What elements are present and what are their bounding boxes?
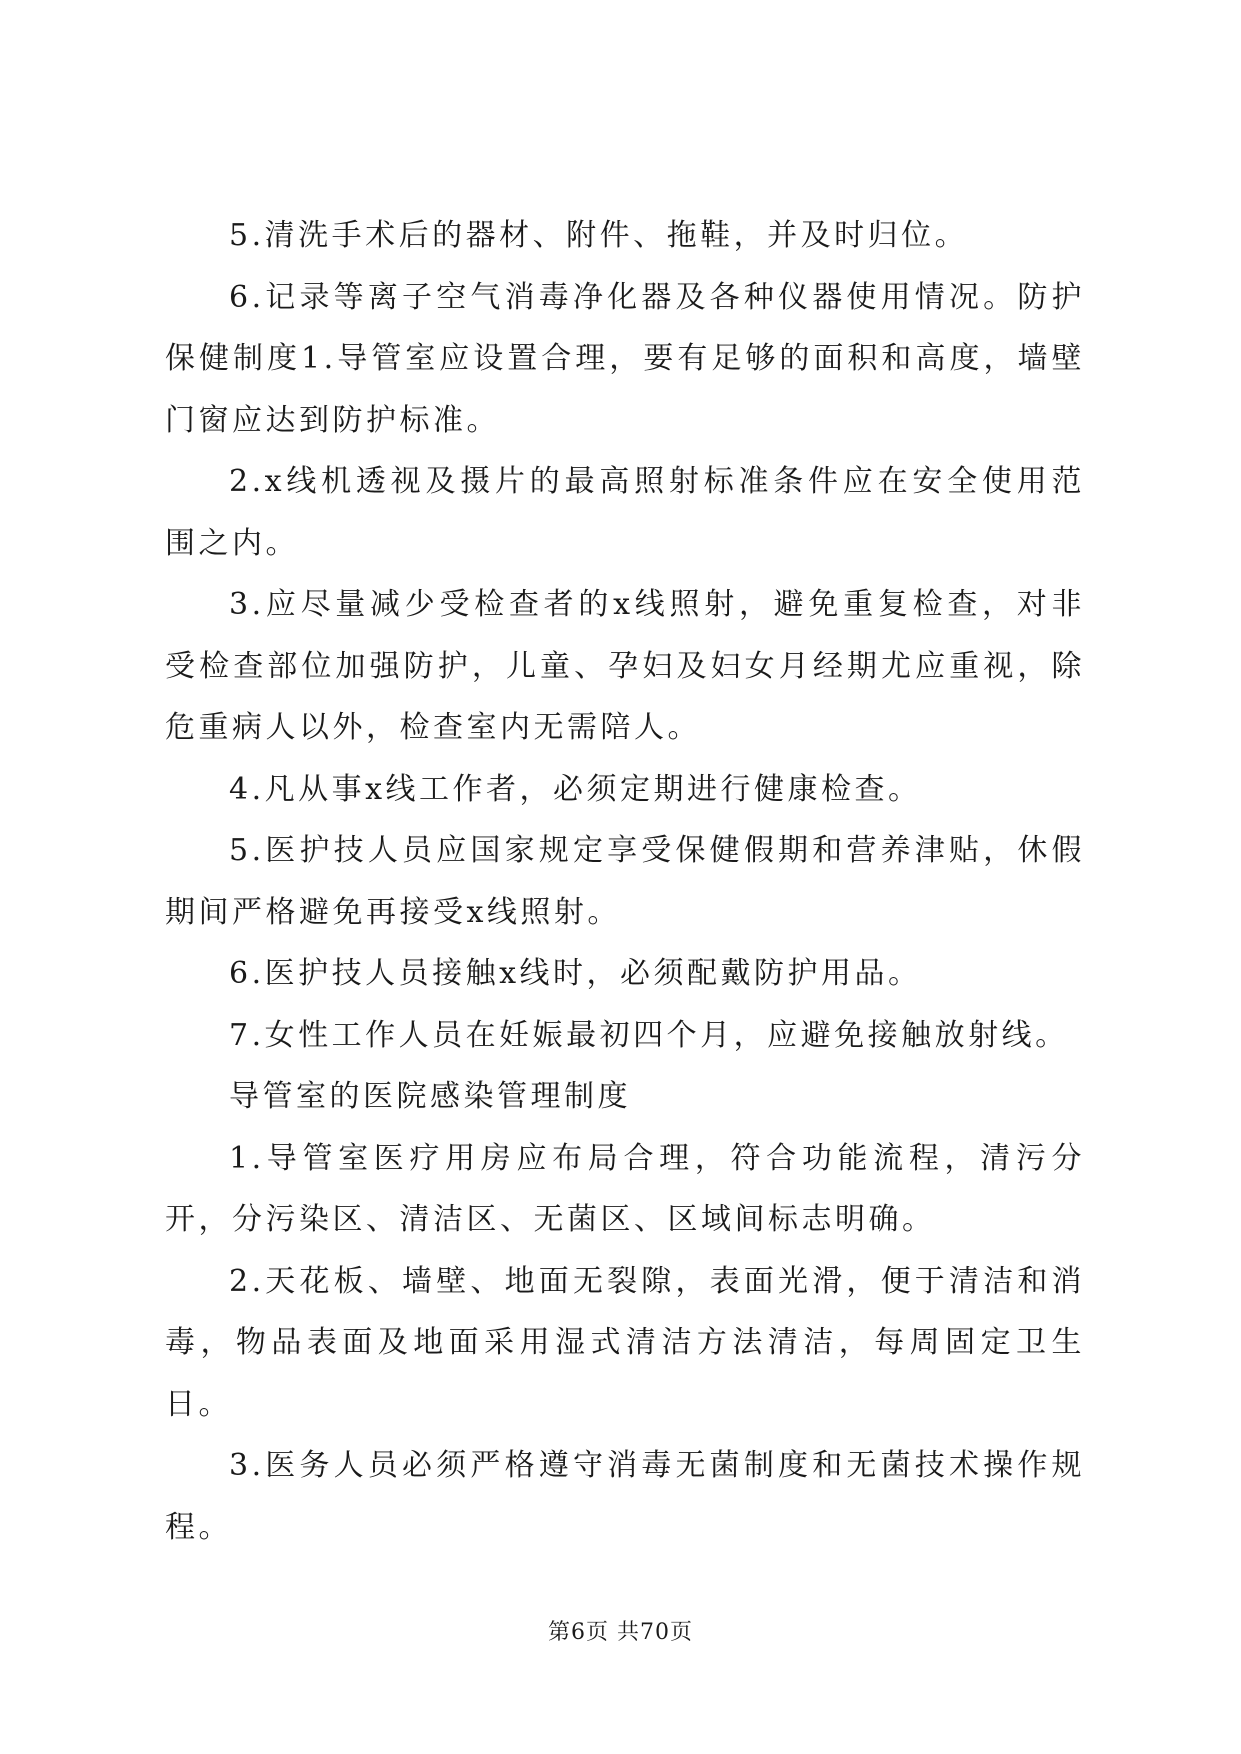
page-footer xyxy=(0,1618,1241,1648)
paragraph: 5.清洗手术后的器材、附件、拖鞋，并及时归位。 xyxy=(229,218,969,253)
page-number: 第6页 共70页 xyxy=(548,1620,693,1645)
paragraph: 2.x线机透视及摄片的最高照射标准条件应在安全使用范围之内。 xyxy=(165,464,1085,561)
section-heading: 导管室的医院感染管理制度 xyxy=(229,1079,631,1114)
paragraph: 7.女性工作人员在妊娠最初四个月，应避免接触放射线。 xyxy=(229,1017,1069,1053)
paragraph: 3.医务人员必须严格遵守消毒无菌制度和无菌技术操作规程。 xyxy=(165,1448,1085,1545)
document-body xyxy=(165,205,1085,1558)
paragraph: 1.导管室医疗用房应布局合理，符合功能流程，清污分开，分污染区、清洁区、无菌区、区域间标志明确。 xyxy=(165,1140,1085,1237)
paragraph: 2.天花板、墙壁、地面无裂隙，表面光滑，便于清洁和消毒，物品表面及地面采用湿式清洁方法清洁，每周固定卫生日。 xyxy=(165,1263,1085,1422)
paragraph: 6.记录等离子空气消毒净化器及各种仪器使用情况。防护保健制度1.导管室应设置合理，要有足够的面积和高度，墙壁门窗应达到防护标准。 xyxy=(165,279,1085,438)
paragraph: 5.医护技人员应国家规定享受保健假期和营养津贴，休假期间严格避免再接受x线照射。 xyxy=(165,833,1085,930)
paragraph: 6.医护技人员接触x线时，必须配戴防护用品。 xyxy=(229,956,922,991)
paragraph: 4.凡从事x线工作者，必须定期进行健康检查。 xyxy=(229,771,922,807)
paragraph: 3.应尽量减少受检查者的x线照射，避免重复检查，对非受检查部位加强防护，儿童、孕妇及妇女月经期尤应重视，除危重病人以外，检查室内无需陪人。 xyxy=(165,587,1085,745)
